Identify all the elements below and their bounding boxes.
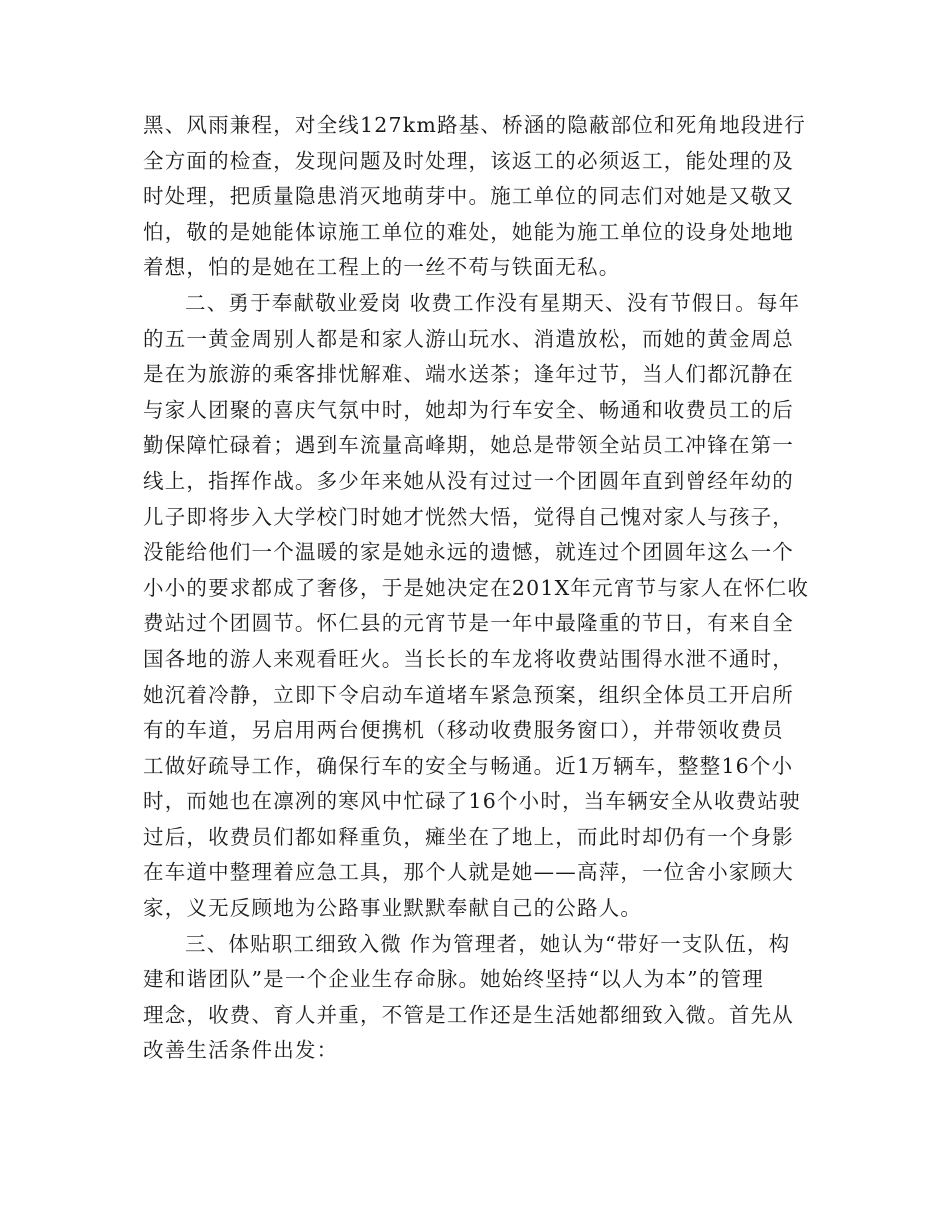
text-line: 的五一黄金周别人都是和家人游山玩水、消遣放松，而她的黄金周总 xyxy=(143,326,794,351)
text-line: 与家人团聚的喜庆气氛中时，她却为行车安全、畅通和收费员工的后 xyxy=(143,397,794,422)
text-line: 建和谐团队”是一个企业生存命脉。她始终坚持“以人为本”的管理 xyxy=(143,967,764,992)
paragraph-3 xyxy=(143,927,807,1069)
text-line: 是在为旅游的乘客排忧解难、端水送茶；逢年过节，当人们都沉静在 xyxy=(143,362,794,387)
text-line: 理念，收费、育人并重，不管是工作还是生活她都细致入微。首先从 xyxy=(143,1002,794,1027)
paragraph-2 xyxy=(143,286,810,927)
paragraph-1 xyxy=(143,108,807,286)
text-line: 有的车道，另启用两台便携机（移动收费服务窗口），并带领收费员 xyxy=(143,718,784,743)
text-line: 全方面的检查，发现问题及时处理，该返工的必须返工，能处理的及 xyxy=(143,148,794,173)
text-line: 时处理，把质量隐患消灭地萌芽中。施工单位的同志们对她是又敬又 xyxy=(143,184,794,209)
text-line: 没能给他们一个温暖的家是她永远的遗憾，就连过个团圆年这么一个 xyxy=(143,540,794,565)
text-line: 工做好疏导工作，确保行车的安全与畅通。近1万辆车，整整16个小 xyxy=(143,753,794,778)
text-line: 线上，指挥作战。多少年来她从没有过过一个团圆年直到曾经年幼的 xyxy=(143,468,794,493)
document-body xyxy=(143,108,810,1069)
text-line: 费站过个团圆节。怀仁县的元宵节是一年中最隆重的节日，有来自全 xyxy=(143,611,794,636)
text-line: 怕，敬的是她能体谅施工单位的难处，她能为施工单位的设身处地地 xyxy=(143,219,794,244)
text-line: 国各地的游人来观看旺火。当长长的车龙将收费站围得水泄不通时， xyxy=(143,646,794,671)
text-line: 在车道中整理着应急工具，那个人就是她——高萍，一位舍小家顾大 xyxy=(143,860,794,885)
text-line: 勤保障忙碌着；遇到车流量高峰期，她总是带领全站员工冲锋在第一 xyxy=(143,433,794,458)
text-line: 改善生活条件出发： xyxy=(143,1038,339,1063)
text-line: 二、勇于奉献敬业爱岗 收费工作没有星期天、没有节假日。每年 xyxy=(185,290,801,315)
text-line: 她沉着冷静，立即下令启动车道堵车紧急预案，组织全体员工开启所 xyxy=(143,682,794,707)
text-line: 黑、风雨兼程，对全线127km路基、桥涵的隐蔽部位和死角地段进行 xyxy=(143,113,806,137)
text-line: 三、体贴职工细致入微 作为管理者，她认为“带好一支队伍，构 xyxy=(185,931,791,956)
text-line: 着想，怕的是她在工程上的一丝不苟与铁面无私。 xyxy=(143,255,621,280)
text-line: 时，而她也在凛冽的寒风中忙碌了16个小时，当车辆安全从收费站驶 xyxy=(143,789,801,814)
text-line: 小小的要求都成了奢侈，于是她决定在201X年元宵节与家人在怀仁收 xyxy=(143,575,810,600)
text-line: 家，义无反顾地为公路事业默默奉献自己的公路人。 xyxy=(143,896,643,921)
text-line: 儿子即将步入大学校门时她才恍然大悟，觉得自己愧对家人与孩子， xyxy=(143,504,794,529)
text-line: 过后，收费员们都如释重负，瘫坐在了地上，而此时却仍有一个身影 xyxy=(143,824,794,849)
